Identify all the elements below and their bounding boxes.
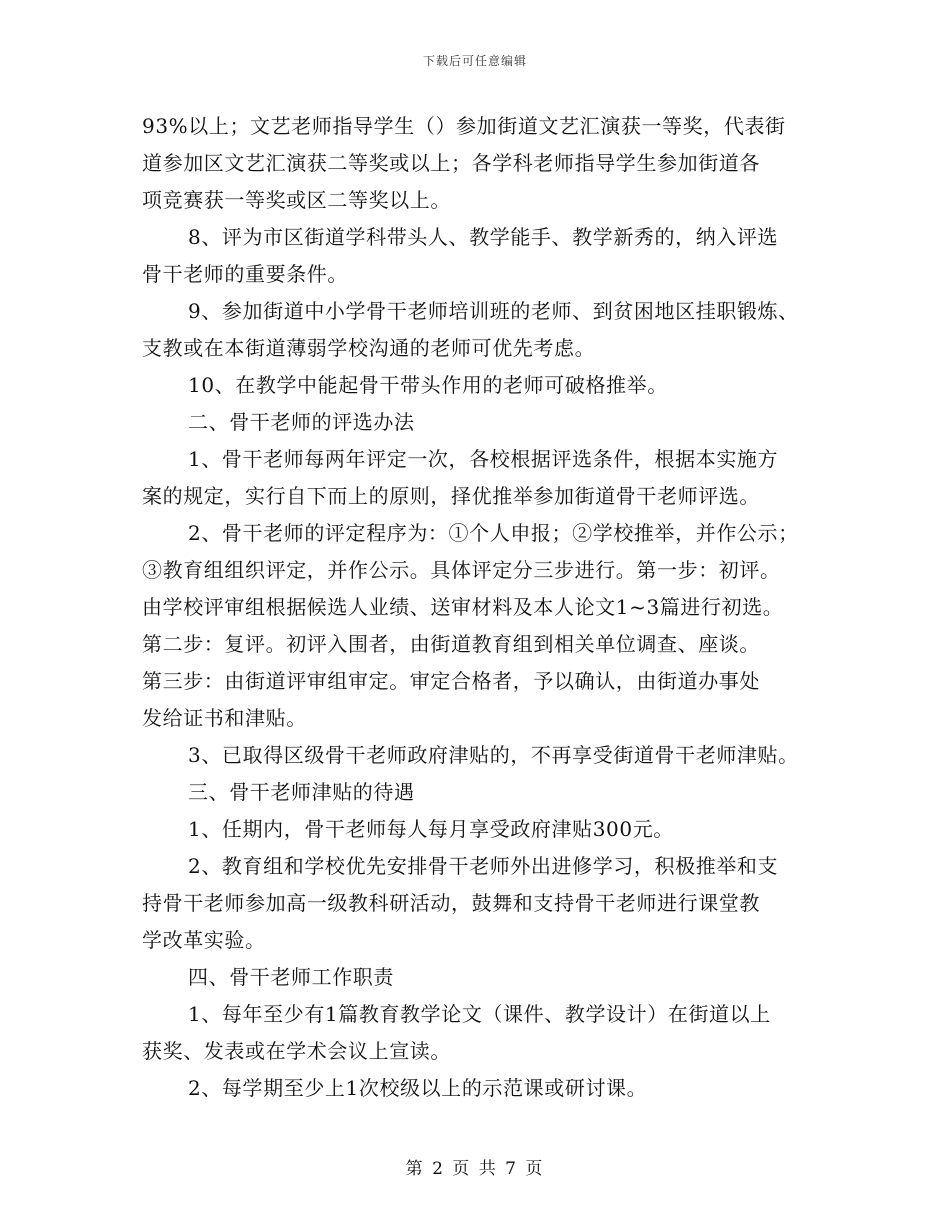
text-line: 二、骨干老师的评选办法 bbox=[188, 410, 415, 434]
text-line: 项竞赛获一等奖或区二等奖以上。 bbox=[142, 188, 451, 212]
document-body bbox=[142, 108, 832, 1107]
text-line: 1、每年至少有1篇教育教学论文（课件、教学设计）在街道以上 bbox=[188, 1002, 771, 1026]
text-line: 持骨干老师参加高一级教科研活动，鼓舞和支持骨干老师进行课堂教 bbox=[142, 891, 760, 915]
text-line: 10、在教学中能起骨干带头作用的老师可破格推举。 bbox=[188, 373, 668, 397]
text-line: 93%以上；文艺老师指导学生（）参加街道文艺汇演获一等奖，代表街 bbox=[142, 114, 786, 138]
text-line: ③教育组组织评定，并作公示。具体评定分三步进行。第一步：初评。 bbox=[142, 558, 781, 582]
text-line: 发给证书和津贴。 bbox=[142, 706, 307, 730]
text-line: 由学校评审组根据候选人业绩、送审材料及本人论文1~3篇进行初选。 bbox=[142, 595, 784, 619]
text-line: 第二步：复评。初评入围者，由街道教育组到相关单位调查、座谈。 bbox=[142, 632, 760, 656]
text-line: 9、参加街道中小学骨干老师培训班的老师、到贫困地区挂职锻炼、 bbox=[188, 299, 799, 323]
text-line: 获奖、发表或在学术会议上宣读。 bbox=[142, 1039, 451, 1063]
text-line: 2、教育组和学校优先安排骨干老师外出进修学习，积极推举和支 bbox=[188, 854, 779, 878]
text-line: 1、任期内，骨干老师每人每月享受政府津贴300元。 bbox=[188, 817, 674, 841]
text-line: 学改革实验。 bbox=[142, 928, 266, 952]
text-line: 案的规定，实行自下而上的原则，择优推举参加街道骨干老师评选。 bbox=[142, 484, 760, 508]
text-line: 2、每学期至少上1次校级以上的示范课或研讨课。 bbox=[188, 1076, 648, 1100]
text-line: 道参加区文艺汇演获二等奖或以上；各学科老师指导学生参加街道各 bbox=[142, 151, 760, 175]
text-line: 第三步：由街道评审组审定。审定合格者，予以确认，由街道办事处 bbox=[142, 669, 760, 693]
text-line: 8、评为市区街道学科带头人、教学能手、教学新秀的，纳入评选 bbox=[188, 225, 779, 249]
text-line: 三、骨干老师津贴的待遇 bbox=[188, 780, 415, 804]
text-line: 1、骨干老师每两年评定一次，各校根据评选条件，根据本实施方 bbox=[188, 447, 779, 471]
page-header: 下载后可任意编辑 bbox=[422, 54, 527, 68]
text-line: 2、骨干老师的评定程序为：①个人申报；②学校推举，并作公示； bbox=[188, 521, 799, 545]
text-line: 支教或在本街道薄弱学校沟通的老师可优先考虑。 bbox=[142, 336, 596, 360]
text-line: 骨干老师的重要条件。 bbox=[142, 262, 348, 286]
text-line: 3、已取得区级骨干老师政府津贴的，不再享受街道骨干老师津贴。 bbox=[188, 743, 799, 767]
page-footer: 第 2 页 共 7 页 bbox=[405, 1159, 545, 1179]
text-line: 四、骨干老师工作职责 bbox=[188, 965, 394, 989]
